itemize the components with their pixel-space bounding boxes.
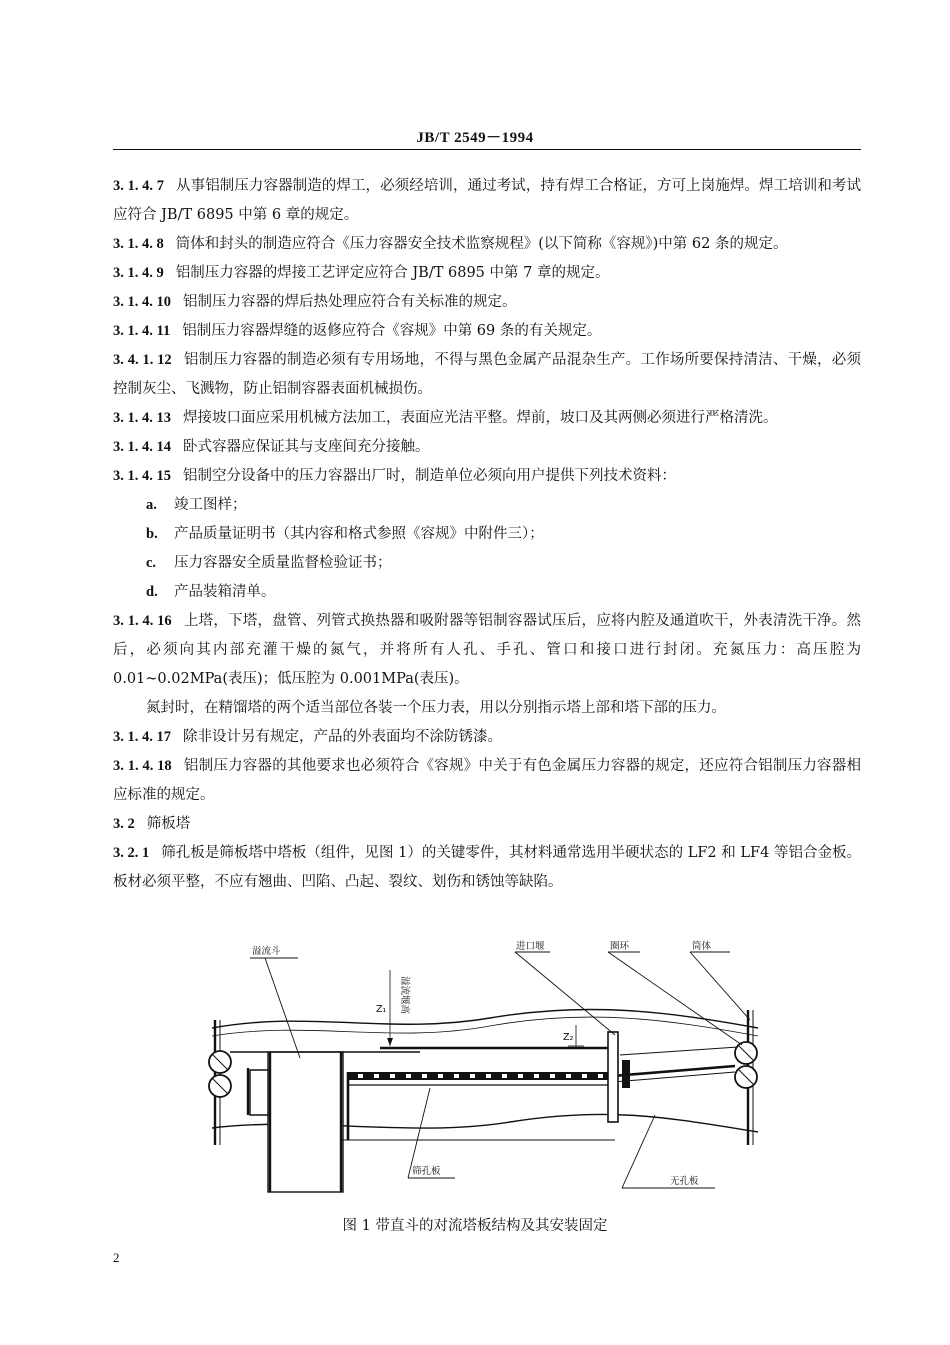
label-sieve-plate: 筛孔板 bbox=[412, 1166, 441, 1177]
inlet-weir bbox=[608, 1032, 618, 1122]
clause-text: 铝制压力容器的焊接工艺评定应符合 JB/T 6895 中第 7 章的规定。 bbox=[175, 265, 610, 281]
clause-3-1-4-11 bbox=[113, 317, 861, 346]
label-blank-plate: 无孔板 bbox=[670, 1176, 699, 1187]
list-label: c. bbox=[146, 555, 157, 571]
list-item bbox=[113, 520, 861, 549]
clause-3-1-4-15 bbox=[113, 462, 861, 491]
clause-number: 3. 1. 4. 15 bbox=[113, 468, 171, 484]
section-3-2-heading bbox=[113, 810, 861, 839]
clause-number: 3. 1. 4. 13 bbox=[113, 410, 171, 426]
list-label: d. bbox=[146, 584, 158, 600]
document-body bbox=[113, 172, 861, 897]
list-text: 压力容器安全质量监督检验证书； bbox=[174, 555, 392, 571]
list-item bbox=[113, 491, 861, 520]
clause-text: 铝制压力容器的制造必须有专用场地，不得与黑色金属产品混杂生产。工作场所要保持清洁、干燥，必须控制灰尘、飞溅物，防止铝制容器表面机械损伤。 bbox=[113, 352, 862, 397]
clause-3-2-1 bbox=[113, 839, 861, 897]
clause-number: 3. 1. 4. 14 bbox=[113, 439, 171, 455]
clause-text: 除非设计另有规定，产品的外表面均不涂防锈漆。 bbox=[183, 729, 502, 745]
clause-3-1-4-7 bbox=[113, 172, 861, 230]
label-inlet-weir: 进口堰 bbox=[516, 941, 545, 952]
clause-3-1-4-16 bbox=[113, 607, 861, 694]
clause-text: 铝制压力容器的其他要求也必须符合《容规》中关于有色金属压力容器的规定，还应符合铝制压力容器相应标准的规定。 bbox=[113, 758, 862, 803]
clause-3-1-4-14 bbox=[113, 433, 861, 462]
label-z1: Z₁ bbox=[376, 1004, 387, 1015]
clause-text: 铝制压力容器的焊后热处理应符合有关标准的规定。 bbox=[183, 294, 517, 310]
clause-number: 3. 1. 4. 8 bbox=[113, 236, 164, 252]
page-number: 2 bbox=[113, 1250, 120, 1265]
clause-number: 3. 1. 4. 17 bbox=[113, 729, 171, 745]
clause-3-4-1-12 bbox=[113, 346, 861, 404]
list-label: a. bbox=[146, 497, 157, 513]
clause-3-1-4-8 bbox=[113, 230, 861, 259]
clause-text: 上塔，下塔，盘管、列管式换热器和吸附器等铝制容器试压后，应将内腔及通道吹干，外表清洗干净。然后，必须向其内部充灌干燥的氮气，并将所有人孔、手孔、管口和接口进行封闭。充氮压力：高压腔为 0.01~0.02MPa(表压)；低压腔为 0.001MPa(表压)。 bbox=[113, 613, 862, 687]
clause-3-1-4-13 bbox=[113, 404, 861, 433]
clause-text: 卧式容器应保证其与支座间充分接触。 bbox=[183, 439, 430, 455]
clause-text: 筒体和封头的制造应符合《压力容器安全技术监察规程》(以下简称《容规》)中第 62 条的规定。 bbox=[175, 236, 788, 252]
clause-text: 铝制压力容器焊缝的返修应符合《容规》中第 69 条的有关规定。 bbox=[182, 323, 602, 339]
list-item bbox=[113, 549, 861, 578]
clause-text: 铝制空分设备中的压力容器出厂时，制造单位必须向用户提供下列技术资料： bbox=[183, 468, 676, 484]
clause-number: 3. 1. 4. 18 bbox=[113, 758, 172, 774]
list-text: 产品质量证明书（其内容和格式参照《容规》中附件三）； bbox=[174, 526, 544, 542]
label-shell: 筒体 bbox=[692, 941, 712, 952]
clause-number: 3. 1. 4. 10 bbox=[113, 294, 171, 310]
clause-3-1-4-10 bbox=[113, 288, 861, 317]
section-number: 3. 2 bbox=[113, 816, 135, 832]
clause-3-1-4-17 bbox=[113, 723, 861, 752]
clause-3-1-4-18 bbox=[113, 752, 861, 810]
list-text: 产品装箱清单。 bbox=[174, 584, 276, 600]
figure-caption: 图 1 带直斗的对流塔板结构及其安装固定 bbox=[342, 1218, 608, 1234]
clause-number: 3. 1. 4. 7 bbox=[113, 178, 164, 194]
section-title: 筛板塔 bbox=[146, 816, 191, 832]
clause-number: 3. 1. 4. 11 bbox=[113, 323, 171, 339]
list-item bbox=[113, 578, 861, 607]
top-break-line-2 bbox=[212, 1017, 758, 1036]
clause-number: 3. 1. 4. 9 bbox=[113, 265, 164, 281]
clause-text: 焊接坡口面应采用机械方法加工，表面应光洁平整。焊前，坡口及其两侧必须进行严格清洗。 bbox=[183, 410, 778, 426]
label-overflow-weir-height: 溢流堰高 bbox=[399, 976, 410, 1015]
page-header: JB/T 2549－1994 bbox=[416, 130, 534, 146]
overflow-bucket-body bbox=[268, 1052, 343, 1192]
clause-number: 3. 4. 1. 12 bbox=[113, 352, 172, 368]
list-label: b. bbox=[146, 526, 158, 542]
label-z2: Z₂ bbox=[563, 1032, 574, 1043]
label-overflow-bucket: 溢流斗 bbox=[252, 946, 281, 957]
clause-number: 3. 1. 4. 16 bbox=[113, 613, 172, 629]
clause-text: 从事铝制压力容器制造的焊工，必须经培训，通过考试，持有焊工合格证，方可上岗施焊。焊工培训和考试应符合 JB/T 6895 中第 6 章的规定。 bbox=[113, 178, 862, 223]
clause-number: 3. 2. 1 bbox=[113, 845, 150, 861]
tray-structure-figure bbox=[190, 940, 780, 1200]
list-text: 竣工图样； bbox=[174, 497, 247, 513]
label-ring: 圈环 bbox=[610, 941, 630, 952]
top-break-line bbox=[212, 1009, 758, 1028]
header-rule bbox=[113, 149, 861, 150]
clause-3-1-4-9 bbox=[113, 259, 861, 288]
clause-text: 筛孔板是筛板塔中塔板（组件，见图 1）的关键零件，其材料通常选用半硬状态的 LF2 和 LF4 等铝合金板。板材必须平整，不应有翘曲、凹陷、凸起、裂纹、划伤和锈蚀等缺陷。 bbox=[113, 845, 861, 890]
sieve-plate bbox=[348, 1072, 613, 1080]
blank-plate bbox=[613, 1066, 735, 1076]
clause-3-1-4-16-note: 氮封时，在精馏塔的两个适当部位各装一个压力表，用以分别指示塔上部和塔下部的压力。 bbox=[146, 700, 726, 716]
